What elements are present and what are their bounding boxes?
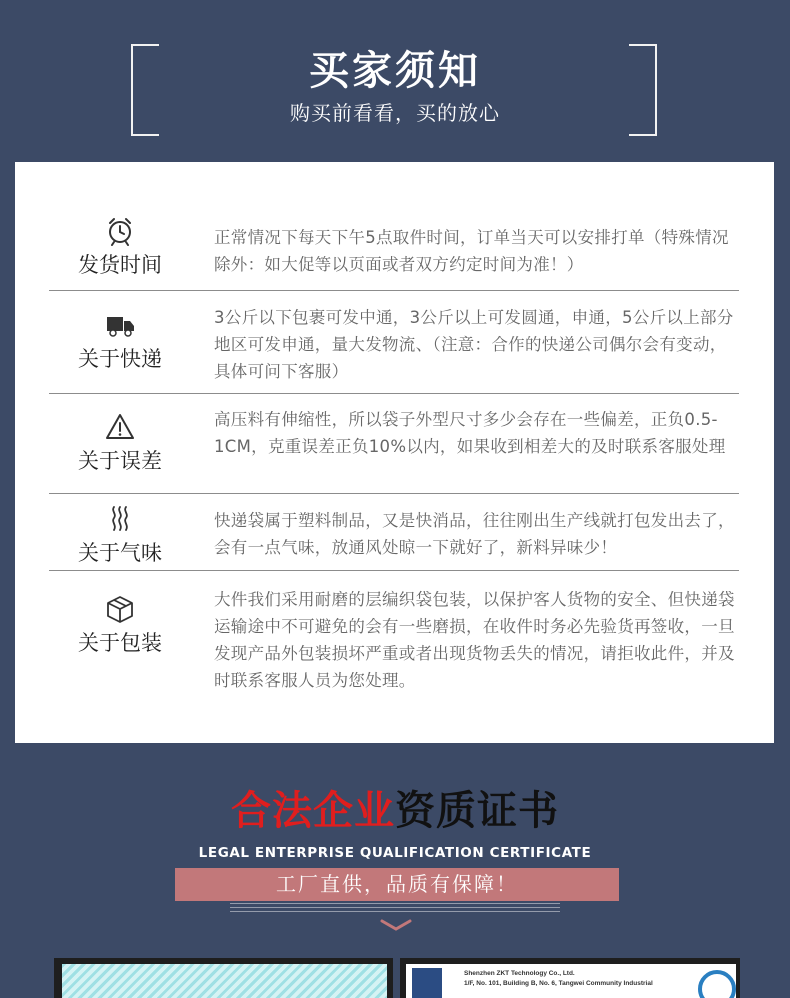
notice-text: 3公斤以下包裹可发中通，3公斤以上可发圆通，申通，5公斤以上部分地区可发申通，量大发物流、（注意：合作的快递公司偶尔会有变动，具体可问下客服） [214,308,734,381]
fine-print-lines [230,911,560,913]
notice-label-block [49,310,191,372]
certificate-company-address: 1/F, No. 101, Building B, No. 6, Tangwei Community Industrial [464,980,653,987]
chevron-down-icon [380,918,412,932]
certificate-title [0,786,790,836]
notice-card [15,162,774,743]
notice-text: 大件我们采用耐磨的层编织袋包装，以保护客人货物的安全、但快递袋运输途中不可避免的会有一些磨损，在收件时务必先验货再签收，一旦发现产品外包装损坏严重或者出现货物丢失的情况，请拒收此件，并及时联系客服人员为您处理。 [214,590,735,690]
warning-triangle-icon [105,412,135,442]
alarm-clock-icon [105,216,135,246]
fine-print-lines [230,907,560,909]
divider [49,290,739,291]
notice-label: 关于误差 [78,449,162,473]
certificate-english-title: LEGAL ENTERPRISE QUALIFICATION CERTIFICATE [198,845,592,861]
notice-label: 关于气味 [78,541,162,565]
certificate-image-right [400,958,740,998]
certificate-title-red: 合法企业 [231,788,395,834]
certificate-pattern [62,964,387,998]
page-subtitle: 购买前看看，买的放心 [290,101,500,125]
certificate-company-name: Shenzhen ZKT Technology Co., Ltd. [464,970,575,977]
company-logo-icon [412,968,442,998]
certificate-image-left [54,958,393,998]
notice-label-block [49,594,191,656]
certification-seal-icon [698,970,736,998]
certificate-title-black: 资质证书 [395,788,559,834]
notice-label: 关于包装 [78,631,162,655]
page-header [0,0,790,160]
notice-label: 关于快递 [78,347,162,371]
notice-label-block [49,216,191,278]
notice-label: 发货时间 [78,253,162,277]
certificate-banner: 工厂直供，品质有保障！ [175,868,619,901]
odor-waves-icon [105,504,135,534]
certificate-company-text [464,969,653,989]
delivery-truck-icon [105,310,135,340]
notice-text: 正常情况下每天下午5点取件时间，订单当天可以安排打单（特殊情况除外：如大促等以页面或者双方约定时间为准！） [214,228,729,274]
notice-text: 高压料有伸缩性，所以袋子外型尺寸多少会存在一些偏差，正负0.5-1CM，克重误差正负10%以内，如果收到相差大的及时联系客服处理 [214,410,726,456]
page-title: 买家须知 [309,48,481,94]
notice-label-block [49,412,191,474]
divider [49,570,739,571]
package-box-icon [105,594,135,624]
notice-label-block [49,504,191,566]
fine-print-lines [230,903,560,905]
notice-text: 快递袋属于塑料制品，又是快消品，往往刚出生产线就打包发出去了，会有一点气味，放通风处晾一下就好了，新料异味少！ [214,511,735,557]
divider [49,493,739,494]
divider [49,393,739,394]
